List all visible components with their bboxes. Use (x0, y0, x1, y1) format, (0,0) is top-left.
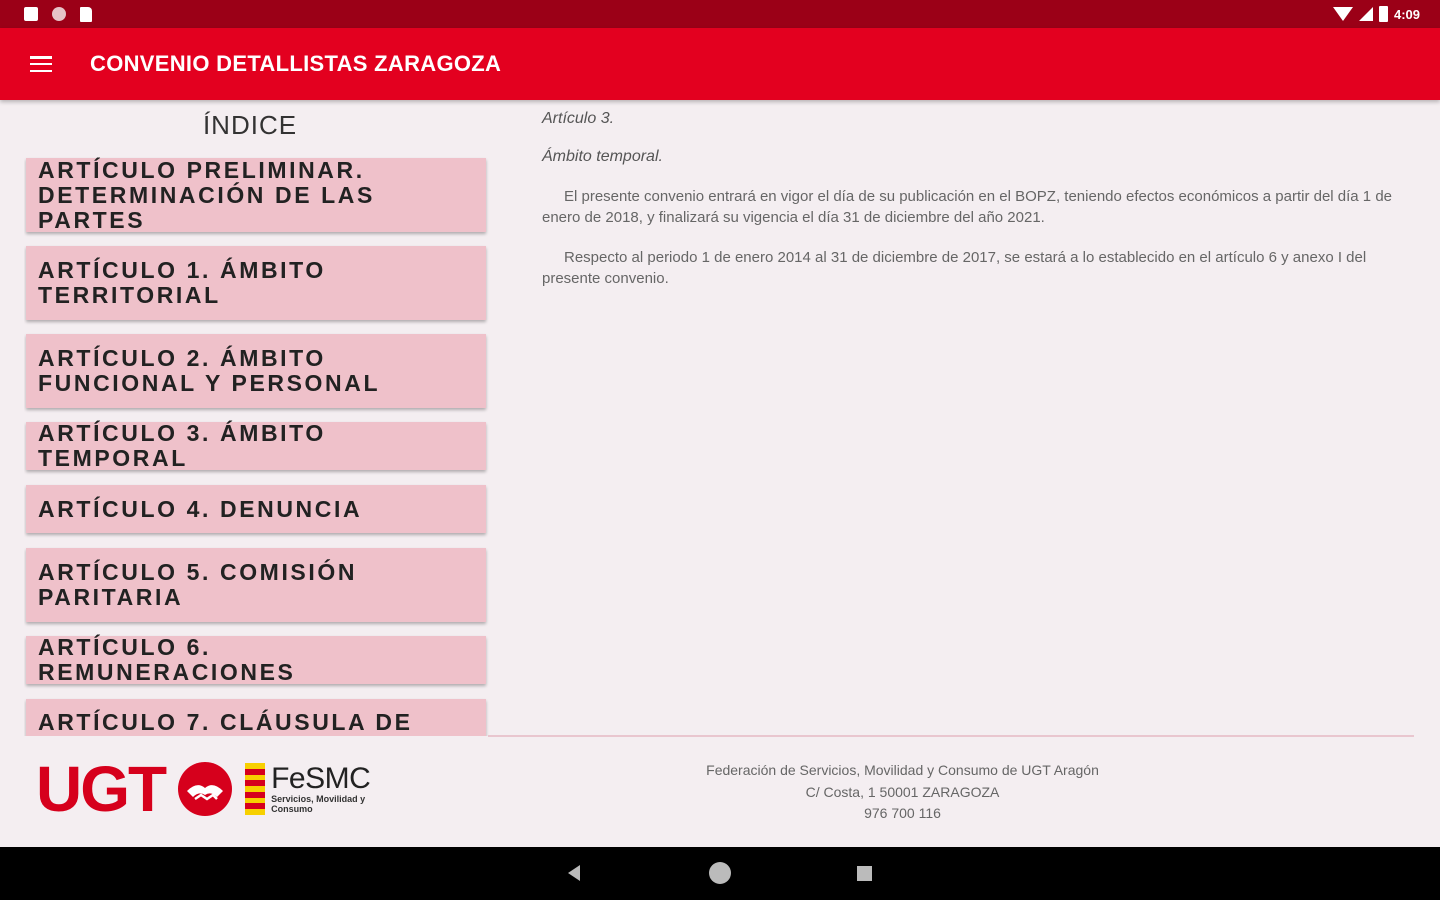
index-item-articulo-6[interactable] (26, 636, 486, 684)
index-item-label: ARTÍCULO 5. COMISIÓN PARITARIA (38, 559, 358, 610)
notification-icon (24, 7, 38, 21)
record-icon (52, 7, 66, 21)
app-bar (0, 28, 1440, 100)
fesmc-logo (271, 764, 370, 814)
footer-org-name: Federación de Servicios, Movilidad y Consumo de UGT Aragón (706, 762, 1099, 778)
wifi-icon (1333, 7, 1353, 21)
index-title: ÍNDICE (202, 110, 298, 140)
article-paragraph: El presente convenio entrará en vigor el día de su publicación en el BOPZ, teniendo efectos económicos a partir del día 1 de enero de 2018, y finalizará su vigencia el día 31 de diciembre del año 2021. (542, 188, 1393, 226)
index-item-articulo-4[interactable] (26, 485, 486, 533)
app-title: CONVENIO DETALLISTAS ZARAGOZA (90, 51, 502, 76)
footer-divider (488, 735, 1414, 737)
fesmc-logo-subtitle: Servicios, Movilidad y Consumo (271, 794, 366, 814)
index-item-label: ARTÍCULO 7. CLÁUSULA DE (38, 709, 413, 735)
menu-icon[interactable] (30, 56, 52, 72)
article-paragraph: Respecto al periodo 1 de enero 2014 al 31 de diciembre de 2017, se estará a lo establecido en el artículo 6 y anexo I del presente convenio. (542, 249, 1367, 287)
battery-icon (1379, 6, 1388, 22)
index-item-articulo-2[interactable] (26, 334, 486, 408)
status-time: 4:09 (1393, 6, 1420, 22)
footer-logos (36, 753, 371, 825)
index-item-label: ARTÍCULO 4. DENUNCIA (38, 495, 363, 522)
index-item-label: ARTÍCULO 1. ÁMBITO TERRITORIAL (38, 257, 326, 308)
article-subtitle: Ámbito temporal. (542, 148, 663, 165)
status-right (1333, 6, 1420, 22)
sd-card-icon (80, 7, 92, 22)
footer-phone[interactable]: 976 700 116 (864, 805, 941, 821)
home-icon[interactable] (709, 862, 731, 884)
index-item-label: ARTÍCULO 6. REMUNERACIONES (38, 634, 296, 685)
index-item-label: ARTÍCULO 2. ÁMBITO FUNCIONAL Y PERSONAL (38, 345, 381, 396)
ugt-logo: UGT (36, 753, 166, 825)
index-item-articulo-5[interactable] (26, 548, 486, 622)
aragon-flag-icon (245, 763, 265, 815)
status-bar (0, 0, 1440, 28)
fesmc-logo-text: FeSMC (271, 762, 371, 795)
index-item-articulo-1[interactable] (26, 246, 486, 320)
footer-info (600, 760, 1205, 825)
recents-icon[interactable] (857, 866, 872, 881)
index-item-label: ARTÍCULO 3. ÁMBITO TEMPORAL (38, 420, 326, 471)
status-left (24, 7, 92, 22)
article-content (542, 110, 1412, 308)
handshake-logo-icon (177, 761, 233, 817)
footer-address: C/ Costa, 1 50001 ZARAGOZA (805, 783, 1000, 800)
navigation-bar (0, 847, 1440, 900)
index-item-label: ARTÍCULO PRELIMINAR. DETERMINACIÓN DE LAS PARTES (38, 156, 375, 233)
signal-icon (1359, 7, 1373, 21)
article-number: Artículo 3. (542, 110, 615, 127)
index-list[interactable] (24, 156, 492, 736)
back-icon[interactable] (568, 865, 580, 881)
index-item-articulo-7[interactable] (26, 699, 486, 736)
index-item-articulo-3[interactable] (26, 422, 486, 470)
index-item-preliminar[interactable] (26, 158, 486, 232)
